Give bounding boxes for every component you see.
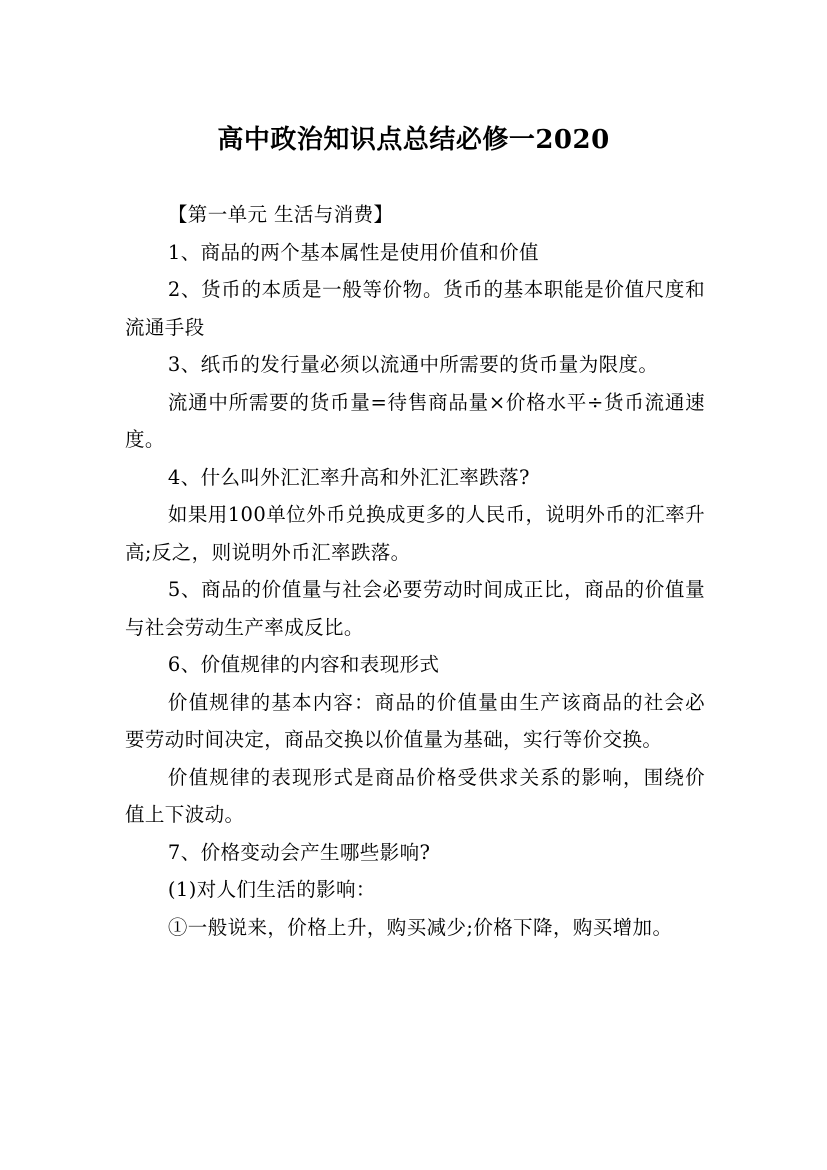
paragraph-4-answer: 如果用100单位外币兑换成更多的人民币，说明外币的汇率升高;反之，则说明外币汇率跌落。 bbox=[125, 503, 705, 564]
paragraph-6-form: 价值规律的表现形式是商品价格受供求关系的影响，围绕价值上下波动。 bbox=[125, 765, 705, 826]
paragraph-6: 6、价值规律的内容和表现形式 bbox=[167, 653, 440, 676]
paragraph-3: 3、纸币的发行量必须以流通中所需要的货币量为限度。 bbox=[167, 353, 659, 376]
document-title: 高中政治知识点总结必修一2020 bbox=[217, 125, 610, 156]
paragraph-4: 4、什么叫外汇汇率升高和外汇汇率跌落? bbox=[167, 465, 530, 489]
paragraph-1: 1、商品的两个基本属性是使用价值和价值 bbox=[167, 240, 539, 264]
paragraph-6-content: 价值规律的基本内容：商品的价值量由生产该商品的社会必要劳动时间决定，商品交换以价值量为基础，实行等价交换。 bbox=[125, 690, 705, 751]
paragraph-3-formula: 流通中所需要的货币量=待售商品量×价格水平÷货币流通速度。 bbox=[125, 390, 705, 451]
paragraph-5: 5、商品的价值量与社会必要劳动时间成正比，商品的价值量与社会劳动生产率成反比。 bbox=[125, 578, 705, 639]
paragraph-2: 2、货币的本质是一般等价物。货币的基本职能是价值尺度和流通手段 bbox=[125, 278, 705, 339]
paragraph-7-point-1: ①一般说来，价格上升，购买减少;价格下降，购买增加。 bbox=[167, 915, 673, 939]
document-body bbox=[125, 196, 705, 946]
paragraph-7: 7、价格变动会产生哪些影响? bbox=[167, 840, 431, 864]
paragraph-7-sub-1: (1)对人们生活的影响： bbox=[167, 878, 376, 901]
unit-heading: 【第一单元 生活与消费】 bbox=[167, 203, 394, 226]
